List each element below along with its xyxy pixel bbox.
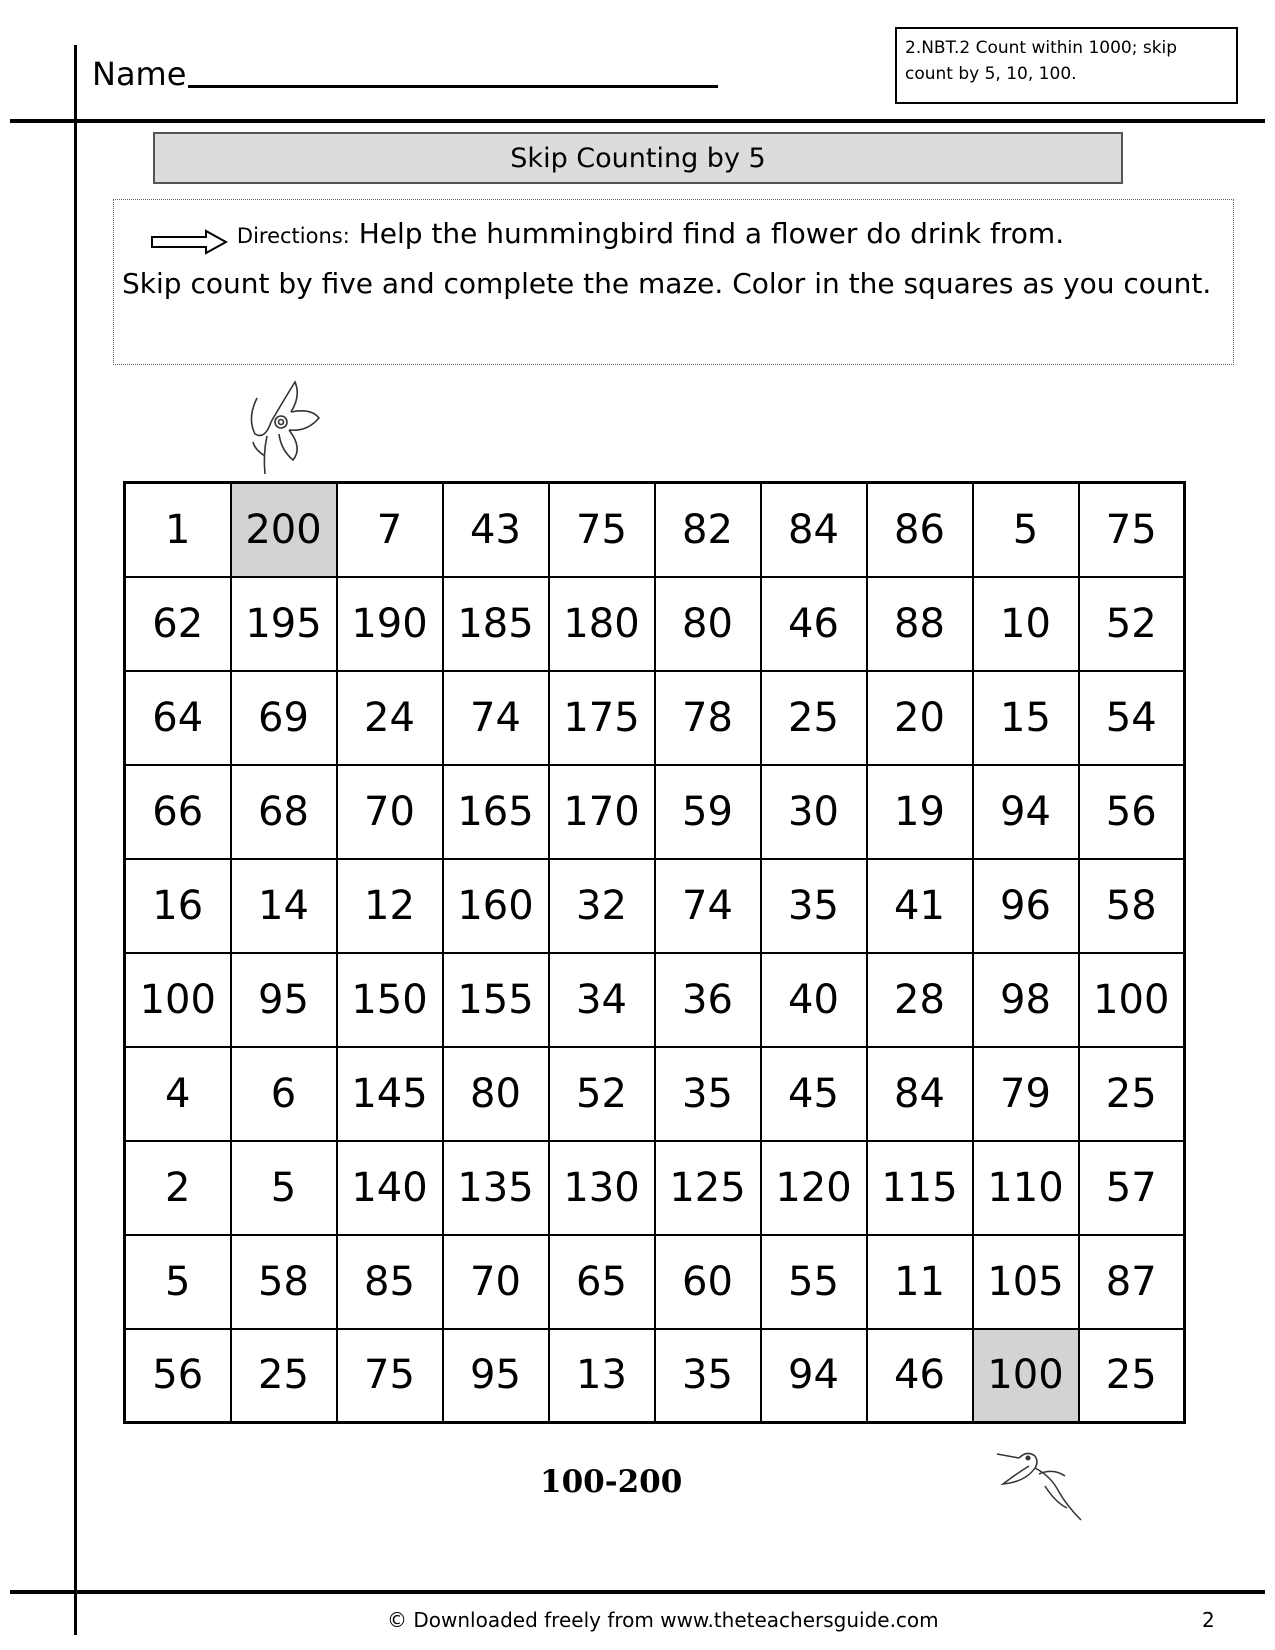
- maze-cell[interactable]: 85: [337, 1235, 443, 1329]
- maze-cell[interactable]: 170: [549, 765, 655, 859]
- maze-cell[interactable]: 46: [867, 1329, 973, 1423]
- maze-cell[interactable]: 40: [761, 953, 867, 1047]
- maze-cell[interactable]: 82: [655, 483, 761, 577]
- maze-cell[interactable]: 115: [867, 1141, 973, 1235]
- maze-cell[interactable]: 7: [337, 483, 443, 577]
- maze-cell[interactable]: 94: [761, 1329, 867, 1423]
- maze-cell[interactable]: 80: [443, 1047, 549, 1141]
- maze-cell[interactable]: 10: [973, 577, 1079, 671]
- maze-cell[interactable]: 52: [1079, 577, 1185, 671]
- maze-cell[interactable]: 95: [231, 953, 337, 1047]
- footer-credit: © Downloaded freely from www.theteachersguide.com: [387, 1608, 939, 1632]
- maze-cell[interactable]: 100: [1079, 953, 1185, 1047]
- maze-cell[interactable]: 13: [549, 1329, 655, 1423]
- maze-cell[interactable]: 65: [549, 1235, 655, 1329]
- maze-cell[interactable]: 69: [231, 671, 337, 765]
- maze-cell[interactable]: 11: [867, 1235, 973, 1329]
- maze-cell[interactable]: 100: [973, 1329, 1079, 1423]
- maze-cell[interactable]: 46: [761, 577, 867, 671]
- maze-cell[interactable]: 94: [973, 765, 1079, 859]
- maze-cell[interactable]: 66: [125, 765, 231, 859]
- maze-cell[interactable]: 6: [231, 1047, 337, 1141]
- maze-cell[interactable]: 60: [655, 1235, 761, 1329]
- maze-cell[interactable]: 34: [549, 953, 655, 1047]
- maze-cell[interactable]: 32: [549, 859, 655, 953]
- flower-icon: [245, 378, 325, 476]
- maze-cell[interactable]: 43: [443, 483, 549, 577]
- maze-cell[interactable]: 41: [867, 859, 973, 953]
- directions-text-line1: Help the hummingbird find a flower do drink from.: [358, 217, 1065, 250]
- maze-cell[interactable]: 160: [443, 859, 549, 953]
- maze-cell[interactable]: 110: [973, 1141, 1079, 1235]
- maze-cell[interactable]: 12: [337, 859, 443, 953]
- maze-cell[interactable]: 56: [125, 1329, 231, 1423]
- maze-cell[interactable]: 25: [761, 671, 867, 765]
- maze-cell[interactable]: 120: [761, 1141, 867, 1235]
- maze-cell[interactable]: 28: [867, 953, 973, 1047]
- maze-cell[interactable]: 155: [443, 953, 549, 1047]
- maze-row: [125, 859, 1185, 953]
- maze-cell[interactable]: 2: [125, 1141, 231, 1235]
- maze-row: [125, 671, 1185, 765]
- footer-rule: [10, 1590, 1265, 1594]
- maze-row: [125, 765, 1185, 859]
- maze-cell[interactable]: 135: [443, 1141, 549, 1235]
- maze-row: [125, 1141, 1185, 1235]
- directions-text-rest: Skip count by five and complete the maze. Color in the squares as you count.: [122, 267, 1212, 300]
- maze-cell[interactable]: 68: [231, 765, 337, 859]
- name-row: [92, 55, 718, 93]
- maze-cell[interactable]: 1: [125, 483, 231, 577]
- maze-cell[interactable]: 88: [867, 577, 973, 671]
- maze-cell[interactable]: 15: [973, 671, 1079, 765]
- maze-cell[interactable]: 100: [125, 953, 231, 1047]
- maze-cell[interactable]: 5: [231, 1141, 337, 1235]
- maze-cell[interactable]: 185: [443, 577, 549, 671]
- maze-row: [125, 1235, 1185, 1329]
- maze-cell[interactable]: 52: [549, 1047, 655, 1141]
- maze-cell[interactable]: 105: [973, 1235, 1079, 1329]
- maze-cell[interactable]: 59: [655, 765, 761, 859]
- maze-cell[interactable]: 200: [231, 483, 337, 577]
- maze-cell[interactable]: 165: [443, 765, 549, 859]
- maze-row: [125, 483, 1185, 577]
- maze-cell[interactable]: 57: [1079, 1141, 1185, 1235]
- maze-row: [125, 1047, 1185, 1141]
- maze-cell[interactable]: 195: [231, 577, 337, 671]
- maze-cell[interactable]: 86: [867, 483, 973, 577]
- maze-cell[interactable]: 30: [761, 765, 867, 859]
- directions-label: Directions:: [236, 224, 350, 248]
- maze-cell[interactable]: 4: [125, 1047, 231, 1141]
- maze-cell[interactable]: 145: [337, 1047, 443, 1141]
- maze-cell[interactable]: 78: [655, 671, 761, 765]
- maze-cell[interactable]: 62: [125, 577, 231, 671]
- maze-cell[interactable]: 35: [655, 1329, 761, 1423]
- maze-cell[interactable]: 75: [549, 483, 655, 577]
- maze-cell[interactable]: 35: [655, 1047, 761, 1141]
- maze-cell[interactable]: 5: [973, 483, 1079, 577]
- maze-cell[interactable]: 175: [549, 671, 655, 765]
- page-number: 2: [1202, 1608, 1215, 1632]
- name-label: Name: [92, 55, 187, 93]
- maze-cell[interactable]: 35: [761, 859, 867, 953]
- maze-row: [125, 1329, 1185, 1423]
- maze-cell[interactable]: 55: [761, 1235, 867, 1329]
- maze-cell[interactable]: 84: [761, 483, 867, 577]
- maze-cell[interactable]: 96: [973, 859, 1079, 953]
- right-arrow-icon: [150, 222, 228, 248]
- maze-cell[interactable]: 58: [1079, 859, 1185, 953]
- maze-cell[interactable]: 5: [125, 1235, 231, 1329]
- maze-cell[interactable]: 19: [867, 765, 973, 859]
- maze-cell[interactable]: 14: [231, 859, 337, 953]
- page-title: Skip Counting by 5: [153, 132, 1123, 184]
- maze-cell[interactable]: 79: [973, 1047, 1079, 1141]
- directions-box: [113, 199, 1234, 365]
- maze-cell[interactable]: 125: [655, 1141, 761, 1235]
- maze-grid: [123, 481, 1186, 1424]
- maze-cell[interactable]: 56: [1079, 765, 1185, 859]
- maze-cell[interactable]: 74: [655, 859, 761, 953]
- maze-row: [125, 953, 1185, 1047]
- maze-cell[interactable]: 95: [443, 1329, 549, 1423]
- maze-cell[interactable]: 98: [973, 953, 1079, 1047]
- maze-cell[interactable]: 24: [337, 671, 443, 765]
- maze-cell[interactable]: 75: [1079, 483, 1185, 577]
- standard-box: 2.NBT.2 Count within 1000; skip count by 5, 10, 100.: [895, 27, 1238, 104]
- maze-cell[interactable]: 45: [761, 1047, 867, 1141]
- maze-row: [125, 577, 1185, 671]
- maze-cell[interactable]: 70: [443, 1235, 549, 1329]
- maze-cell[interactable]: 64: [125, 671, 231, 765]
- maze-cell[interactable]: 180: [549, 577, 655, 671]
- hummingbird-icon: [995, 1446, 1085, 1524]
- maze-cell[interactable]: 130: [549, 1141, 655, 1235]
- maze-cell[interactable]: 20: [867, 671, 973, 765]
- maze-cell[interactable]: 36: [655, 953, 761, 1047]
- maze-cell[interactable]: 16: [125, 859, 231, 953]
- maze-cell[interactable]: 190: [337, 577, 443, 671]
- header-rule: [10, 119, 1265, 123]
- maze-cell[interactable]: 58: [231, 1235, 337, 1329]
- maze-cell[interactable]: 150: [337, 953, 443, 1047]
- maze-cell[interactable]: 140: [337, 1141, 443, 1235]
- name-blank-line[interactable]: [188, 85, 718, 88]
- maze-cell[interactable]: 70: [337, 765, 443, 859]
- maze-cell[interactable]: 25: [1079, 1047, 1185, 1141]
- maze-cell[interactable]: 75: [337, 1329, 443, 1423]
- range-label: 100-200: [540, 1464, 683, 1500]
- margin-line: [74, 45, 77, 1635]
- maze-cell[interactable]: 87: [1079, 1235, 1185, 1329]
- maze-cell[interactable]: 74: [443, 671, 549, 765]
- maze-cell[interactable]: 84: [867, 1047, 973, 1141]
- maze-cell[interactable]: 80: [655, 577, 761, 671]
- maze-cell[interactable]: 25: [231, 1329, 337, 1423]
- maze-cell[interactable]: 54: [1079, 671, 1185, 765]
- maze-cell[interactable]: 25: [1079, 1329, 1185, 1423]
